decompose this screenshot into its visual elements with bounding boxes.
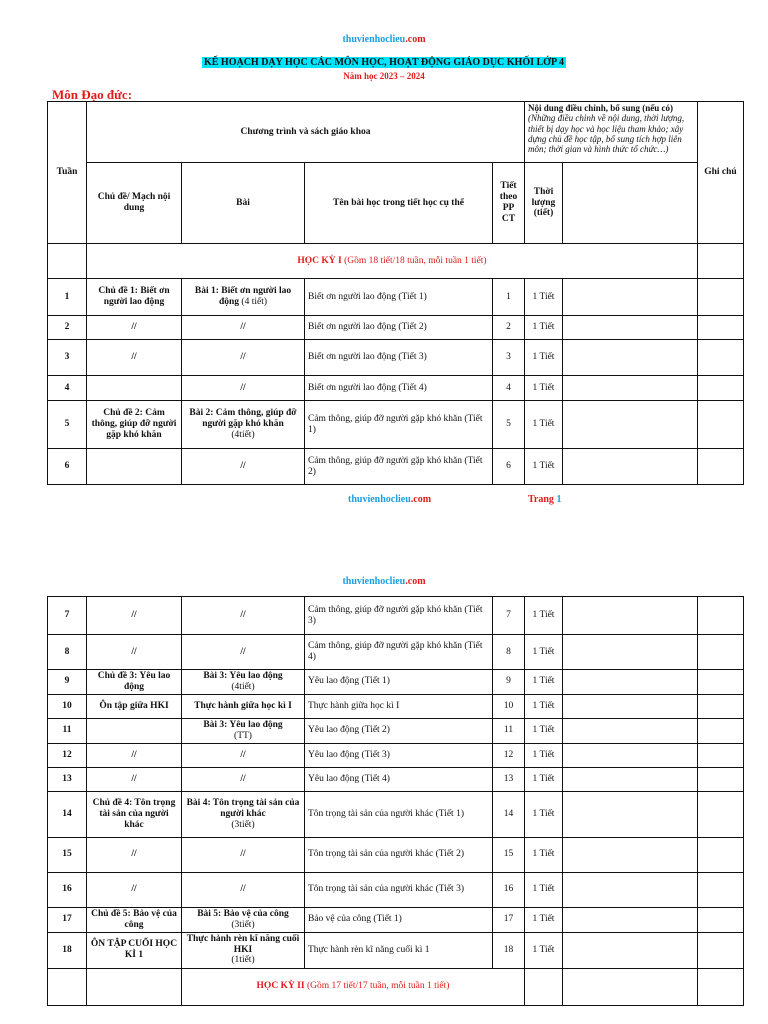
plan-table-page-1 [47, 101, 744, 485]
cell-duration: 1 Tiết [525, 670, 563, 695]
cell-note [698, 449, 744, 485]
cell-adjustment [563, 837, 698, 872]
cell-lesson-name: Biết ơn người lao động (Tiết 1) [305, 279, 493, 316]
page-number: Trang 1 [528, 494, 562, 505]
cell-lesson-name: Cảm thông, giúp đỡ người gặp khó khăn (Tiết 1) [305, 401, 493, 449]
cell-topic: // [87, 316, 182, 340]
plan-table-page-2 [47, 596, 744, 1006]
cell-note [698, 279, 744, 316]
table-row [48, 907, 744, 932]
cell-period: 10 [493, 694, 525, 718]
col-header-topic: Chủ đề/ Mạch nội dung [87, 163, 182, 244]
cell-week: 10 [48, 694, 87, 718]
cell-lesson-name: Tôn trọng tài sản của người khác (Tiết 2) [305, 837, 493, 872]
cell-week: 9 [48, 670, 87, 695]
cell-week: 14 [48, 791, 87, 837]
cell-note [698, 872, 744, 907]
cell-topic [87, 449, 182, 485]
cell-week: 16 [48, 872, 87, 907]
cell-lesson: Bài 5: Bảo vệ của công (3tiết) [182, 907, 305, 932]
cell-lesson-name: Yêu lao động (Tiết 2) [305, 718, 493, 743]
cell-lesson: Bài 3: Yêu lao động (TT) [182, 718, 305, 743]
cell-week: 15 [48, 837, 87, 872]
table-row [48, 449, 744, 485]
table-row [48, 376, 744, 401]
cell-week: 11 [48, 718, 87, 743]
cell-adjustment [563, 279, 698, 316]
cell-duration: 1 Tiết [525, 837, 563, 872]
cell-adjustment [563, 597, 698, 635]
table-row [48, 279, 744, 316]
cell-duration: 1 Tiết [525, 932, 563, 968]
cell-topic [87, 376, 182, 401]
cell-lesson: Bài 1: Biết ơn người lao động (4 tiết) [182, 279, 305, 316]
cell-week: 2 [48, 316, 87, 340]
cell-week: 3 [48, 340, 87, 376]
cell-duration: 1 Tiết [525, 767, 563, 791]
cell-week: 12 [48, 743, 87, 767]
cell-period: 5 [493, 401, 525, 449]
cell-lesson-name: Tôn trọng tài sản của người khác (Tiết 1) [305, 791, 493, 837]
cell-topic: Ôn tập giữa HKI [87, 694, 182, 718]
semester-1-heading: HỌC KỲ I (Gồm 18 tiết/18 tuần, mỗi tuần 1 tiết) [87, 244, 698, 279]
table-row [48, 932, 744, 968]
table-row [48, 316, 744, 340]
cell-note [698, 907, 744, 932]
cell-topic: Chủ đề 4: Tôn trọng tài sản của người khác [87, 791, 182, 837]
cell-adjustment [563, 449, 698, 485]
cell-topic: Chủ đề 5: Bảo vệ của công [87, 907, 182, 932]
cell-topic: ÔN TẬP CUỐI HỌC KÌ 1 [87, 932, 182, 968]
cell-lesson: Bài 4: Tôn trọng tài sản của người khác (3tiết) [182, 791, 305, 837]
cell-lesson-name: Bảo vệ của công (Tiết 1) [305, 907, 493, 932]
cell-lesson-name: Yêu lao động (Tiết 1) [305, 670, 493, 695]
table-row [48, 635, 744, 670]
cell-week: 4 [48, 376, 87, 401]
cell-period: 15 [493, 837, 525, 872]
cell-note [698, 340, 744, 376]
cell-adjustment [563, 718, 698, 743]
cell-lesson: // [182, 376, 305, 401]
cell-lesson: Thực hành rèn kĩ năng cuối HKI (1tiết) [182, 932, 305, 968]
document-title [0, 52, 768, 81]
cell-period: 8 [493, 635, 525, 670]
cell-lesson-name: Cảm thông, giúp đỡ người gặp khó khăn (Tiết 3) [305, 597, 493, 635]
cell-note [698, 401, 744, 449]
col-header-period: Tiết theo PP CT [493, 163, 525, 244]
cell-note [698, 597, 744, 635]
cell-note [698, 316, 744, 340]
cell-topic: // [87, 743, 182, 767]
cell-note [698, 932, 744, 968]
cell-topic: // [87, 597, 182, 635]
cell-topic: // [87, 837, 182, 872]
col-header-lesson-name: Tên bài học trong tiết học cụ thể [305, 163, 493, 244]
cell-note [698, 791, 744, 837]
plan-title: KẾ HOẠCH DẠY HỌC CÁC MÔN HỌC, HOẠT ĐỘNG GIÁO DỤC KHỐI LỚP 4 [203, 57, 564, 68]
cell-period: 7 [493, 597, 525, 635]
cell-topic: // [87, 767, 182, 791]
cell-week: 5 [48, 401, 87, 449]
cell-note [698, 635, 744, 670]
cell-duration: 1 Tiết [525, 907, 563, 932]
cell-period: 18 [493, 932, 525, 968]
cell-week: 13 [48, 767, 87, 791]
cell-lesson-name: Cảm thông, giúp đỡ người gặp khó khăn (Tiết 4) [305, 635, 493, 670]
col-header-note: Ghi chú [698, 102, 744, 244]
cell-adjustment [563, 670, 698, 695]
cell-adjustment [563, 907, 698, 932]
cell-duration: 1 Tiết [525, 279, 563, 316]
cell-duration: 1 Tiết [525, 791, 563, 837]
cell-lesson: // [182, 597, 305, 635]
cell-lesson-name: Biết ơn người lao động (Tiết 2) [305, 316, 493, 340]
table-row [48, 791, 744, 837]
cell-topic: // [87, 872, 182, 907]
cell-note [698, 694, 744, 718]
school-year: Năm học 2023 – 2024 [343, 71, 425, 81]
cell-adjustment [563, 694, 698, 718]
cell-note [698, 837, 744, 872]
cell-lesson-name: Cảm thông, giúp đỡ người gặp khó khăn (Tiết 2) [305, 449, 493, 485]
site-brand-top: thuvienhoclieu.com [342, 34, 426, 45]
cell-week: 17 [48, 907, 87, 932]
col-header-duration: Thời lượng (tiết) [525, 163, 563, 244]
cell-note [698, 718, 744, 743]
cell-lesson: // [182, 449, 305, 485]
cell-adjustment [563, 340, 698, 376]
cell-adjustment [563, 767, 698, 791]
cell-lesson-name: Tôn trọng tài sản của người khác (Tiết 3) [305, 872, 493, 907]
col-header-lesson: Bài [182, 163, 305, 244]
cell-adjustment [563, 872, 698, 907]
table-row [48, 837, 744, 872]
cell-lesson-name: Thực hành giữa học kì I [305, 694, 493, 718]
table-row [48, 401, 744, 449]
cell-topic [87, 718, 182, 743]
cell-period: 11 [493, 718, 525, 743]
cell-adjustment [563, 791, 698, 837]
cell-lesson: // [182, 635, 305, 670]
cell-topic: // [87, 340, 182, 376]
table-row [48, 597, 744, 635]
cell-adjustment [563, 401, 698, 449]
subject-heading: Môn Đạo đức: [52, 87, 133, 102]
cell-period: 12 [493, 743, 525, 767]
cell-duration: 1 Tiết [525, 401, 563, 449]
cell-period: 3 [493, 340, 525, 376]
cell-topic: Chủ đề 2: Cảm thông, giúp đỡ người gặp khó khăn [87, 401, 182, 449]
cell-lesson-name: Biết ơn người lao động (Tiết 4) [305, 376, 493, 401]
cell-period: 6 [493, 449, 525, 485]
table-row [48, 670, 744, 695]
table-row [48, 694, 744, 718]
table-row [48, 743, 744, 767]
cell-adjustment [563, 635, 698, 670]
table-row [48, 767, 744, 791]
cell-adjustment [563, 743, 698, 767]
cell-note [698, 743, 744, 767]
col-header-program: Chương trình và sách giáo khoa [87, 102, 525, 163]
cell-period: 2 [493, 316, 525, 340]
cell-week: 7 [48, 597, 87, 635]
cell-period: 16 [493, 872, 525, 907]
cell-duration: 1 Tiết [525, 316, 563, 340]
cell-duration: 1 Tiết [525, 694, 563, 718]
site-brand-footer: thuvienhoclieu.com [348, 494, 432, 505]
cell-duration: 1 Tiết [525, 340, 563, 376]
cell-lesson: Bài 2: Cảm thông, giúp đỡ người gặp khó khăn (4tiết) [182, 401, 305, 449]
table-row [48, 340, 744, 376]
cell-duration: 1 Tiết [525, 597, 563, 635]
semester-2-heading: HỌC KỲ II (Gồm 17 tiết/17 tuần, mỗi tuần 1 tiết) [182, 968, 525, 1005]
cell-period: 4 [493, 376, 525, 401]
cell-note [698, 767, 744, 791]
col-header-adjustment: Nội dung điều chỉnh, bổ sung (nếu có) (Những điều chỉnh về nội dung, thời lượng, thiết bị dạy học và học liệu tham khảo; xây dựng chủ đề học tập, bổ sung tích hợp liên môn; thời gian và hình thức tổ chức…) [525, 102, 698, 163]
cell-lesson-name: Thực hành rèn kĩ năng cuối kì 1 [305, 932, 493, 968]
cell-period: 17 [493, 907, 525, 932]
table-row [48, 872, 744, 907]
cell-duration: 1 Tiết [525, 635, 563, 670]
cell-topic: Chủ đề 3: Yêu lao động [87, 670, 182, 695]
cell-lesson: Bài 3: Yêu lao động (4tiết) [182, 670, 305, 695]
cell-lesson-name: Yêu lao động (Tiết 3) [305, 743, 493, 767]
cell-period: 14 [493, 791, 525, 837]
cell-adjustment [563, 932, 698, 968]
cell-period: 9 [493, 670, 525, 695]
cell-note [698, 670, 744, 695]
cell-duration: 1 Tiết [525, 449, 563, 485]
cell-week: 1 [48, 279, 87, 316]
site-brand-top-page-2: thuvienhoclieu.com [342, 576, 426, 587]
cell-topic: // [87, 635, 182, 670]
cell-period: 1 [493, 279, 525, 316]
cell-lesson: Thực hành giữa học kì I [182, 694, 305, 718]
cell-duration: 1 Tiết [525, 743, 563, 767]
cell-week: 6 [48, 449, 87, 485]
cell-lesson-name: Yêu lao động (Tiết 4) [305, 767, 493, 791]
cell-lesson: // [182, 316, 305, 340]
cell-lesson: // [182, 743, 305, 767]
cell-adjustment [563, 376, 698, 401]
cell-week: 18 [48, 932, 87, 968]
cell-note [698, 376, 744, 401]
cell-topic: Chủ đề 1: Biết ơn người lao động [87, 279, 182, 316]
cell-adjustment [563, 316, 698, 340]
cell-duration: 1 Tiết [525, 376, 563, 401]
col-header-week: Tuần [48, 102, 87, 244]
cell-lesson: // [182, 340, 305, 376]
cell-duration: 1 Tiết [525, 718, 563, 743]
table-row [48, 718, 744, 743]
cell-week: 8 [48, 635, 87, 670]
cell-lesson: // [182, 872, 305, 907]
cell-duration: 1 Tiết [525, 872, 563, 907]
cell-lesson-name: Biết ơn người lao động (Tiết 3) [305, 340, 493, 376]
cell-lesson: // [182, 837, 305, 872]
cell-lesson: // [182, 767, 305, 791]
cell-period: 13 [493, 767, 525, 791]
